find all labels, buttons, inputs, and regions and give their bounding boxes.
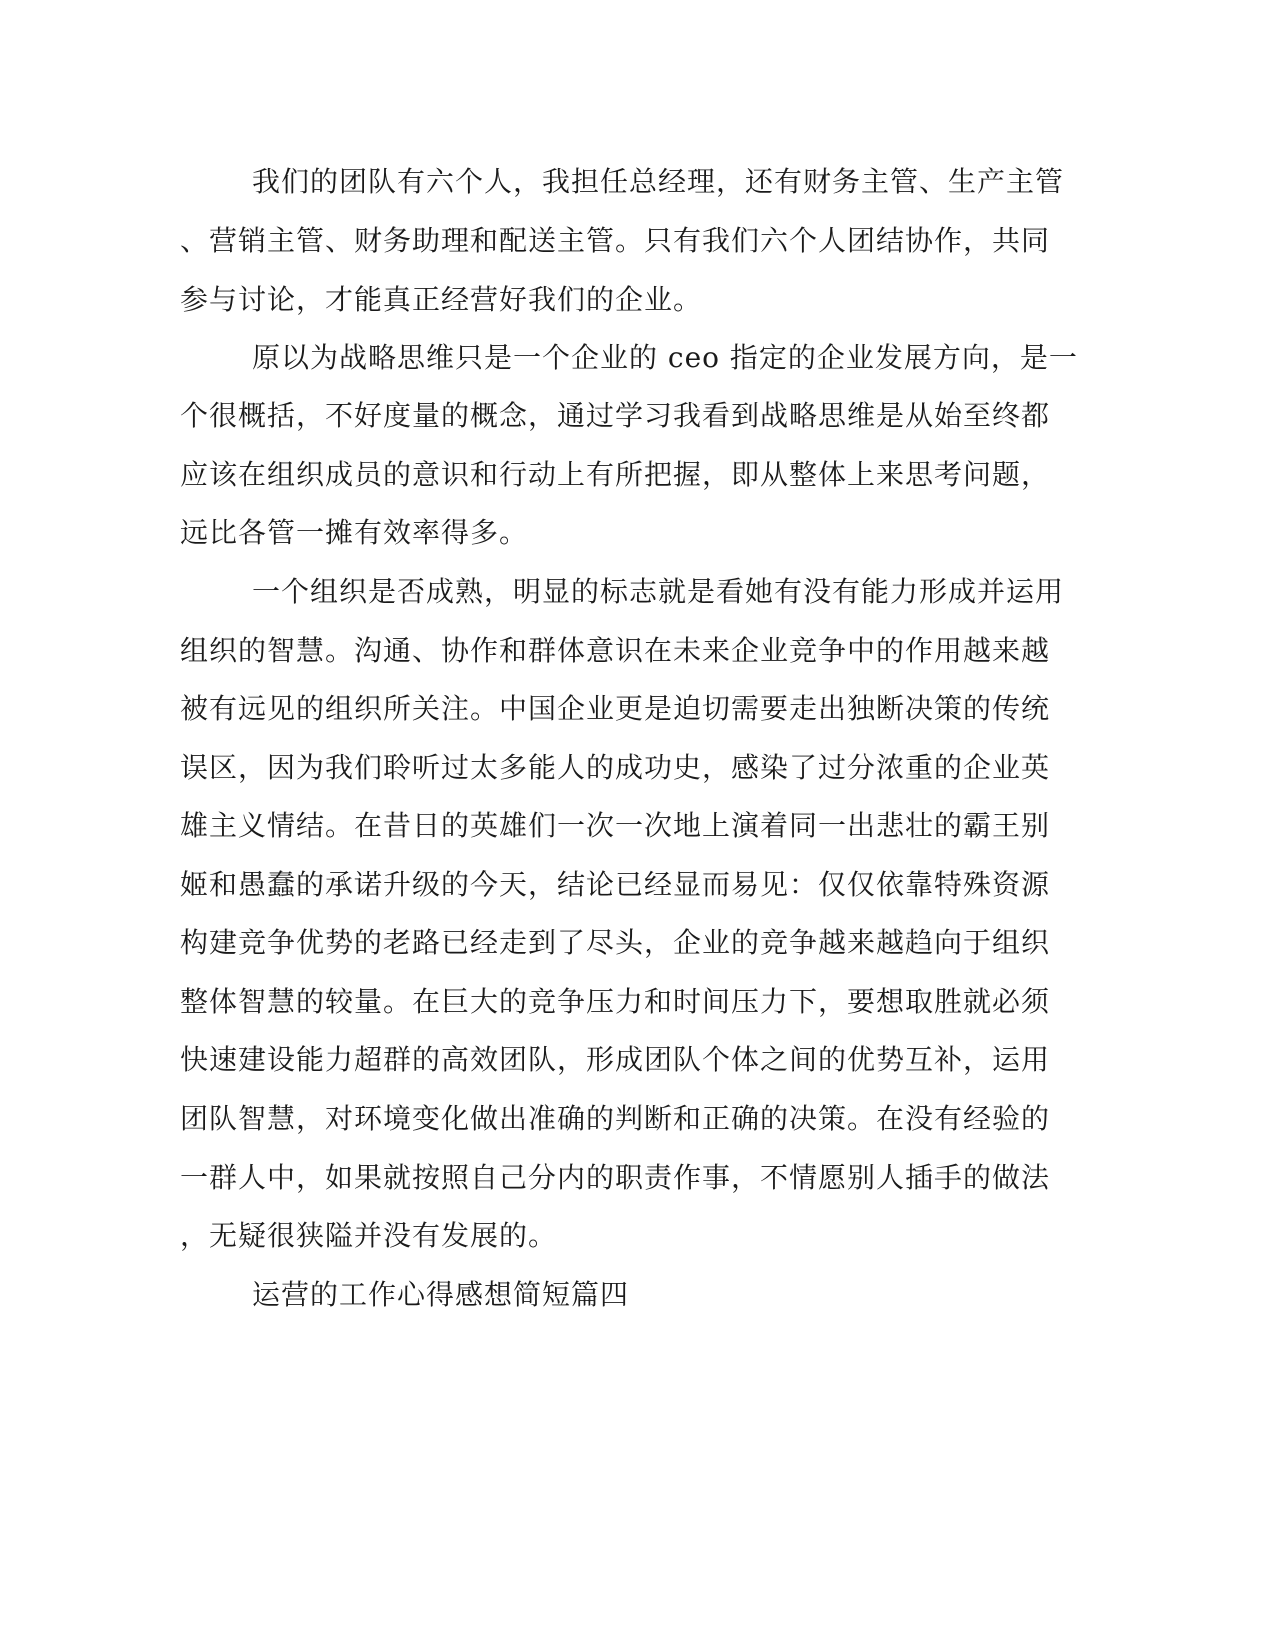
paragraph-1-line-1: 我们的团队有六个人，我担任总经理，还有财务主管、生产主管 — [252, 165, 1065, 198]
paragraph-1-line-3: 参与讨论，才能真正经营好我们的企业。 — [180, 283, 703, 316]
paragraph-3-line-1: 一个组织是否成熟，明显的标志就是看她有没有能力形成并运用 — [252, 575, 1065, 608]
paragraph-3-line-5: 雄主义情结。在昔日的英雄们一次一次地上演着同一出悲壮的霸王别 — [180, 809, 1051, 842]
paragraph-2-line-2: 个很概括，不好度量的概念，通过学习我看到战略思维是从始至终都 — [180, 399, 1051, 432]
paragraph-2-line-4: 远比各管一摊有效率得多。 — [180, 516, 529, 549]
paragraph-3-line-8: 整体智慧的较量。在巨大的竞争压力和时间压力下，要想取胜就必须 — [180, 985, 1051, 1018]
paragraph-3-line-7: 构建竞争优势的老路已经走到了尽头，企业的竞争越来越趋向于组织 — [180, 926, 1051, 959]
paragraph-3-line-2: 组织的智慧。沟通、协作和群体意识在未来企业竞争中的作用越来越 — [180, 634, 1051, 667]
paragraph-3-line-9: 快速建设能力超群的高效团队，形成团队个体之间的优势互补，运用 — [180, 1043, 1051, 1076]
paragraph-3-line-12: ，无疑很狭隘并没有发展的。 — [180, 1219, 558, 1252]
paragraph-1-line-2: 、营销主管、财务助理和配送主管。只有我们六个人团结协作，共同 — [180, 224, 1051, 257]
paragraph-3-line-4: 误区，因为我们聆听过太多能人的成功史，感染了过分浓重的企业英 — [180, 751, 1051, 784]
paragraph-3-line-3: 被有远见的组织所关注。中国企业更是迫切需要走出独断决策的传统 — [180, 692, 1051, 725]
paragraph-3-line-6: 姬和愚蠢的承诺升级的今天，结论已经显而易见：仅仅依靠特殊资源 — [180, 868, 1051, 901]
section-heading: 运营的工作心得感想简短篇四 — [252, 1278, 630, 1311]
paragraph-2-line-3: 应该在组织成员的意识和行动上有所把握，即从整体上来思考问题， — [180, 458, 1051, 491]
paragraph-3-line-10: 团队智慧，对环境变化做出准确的判断和正确的决策。在没有经验的 — [180, 1102, 1051, 1135]
paragraph-3-line-11: 一群人中，如果就按照自己分内的职责作事，不情愿别人插手的做法 — [180, 1161, 1051, 1194]
paragraph-2-line-1: 原以为战略思维只是一个企业的 ceo 指定的企业发展方向，是一 — [252, 341, 1078, 374]
